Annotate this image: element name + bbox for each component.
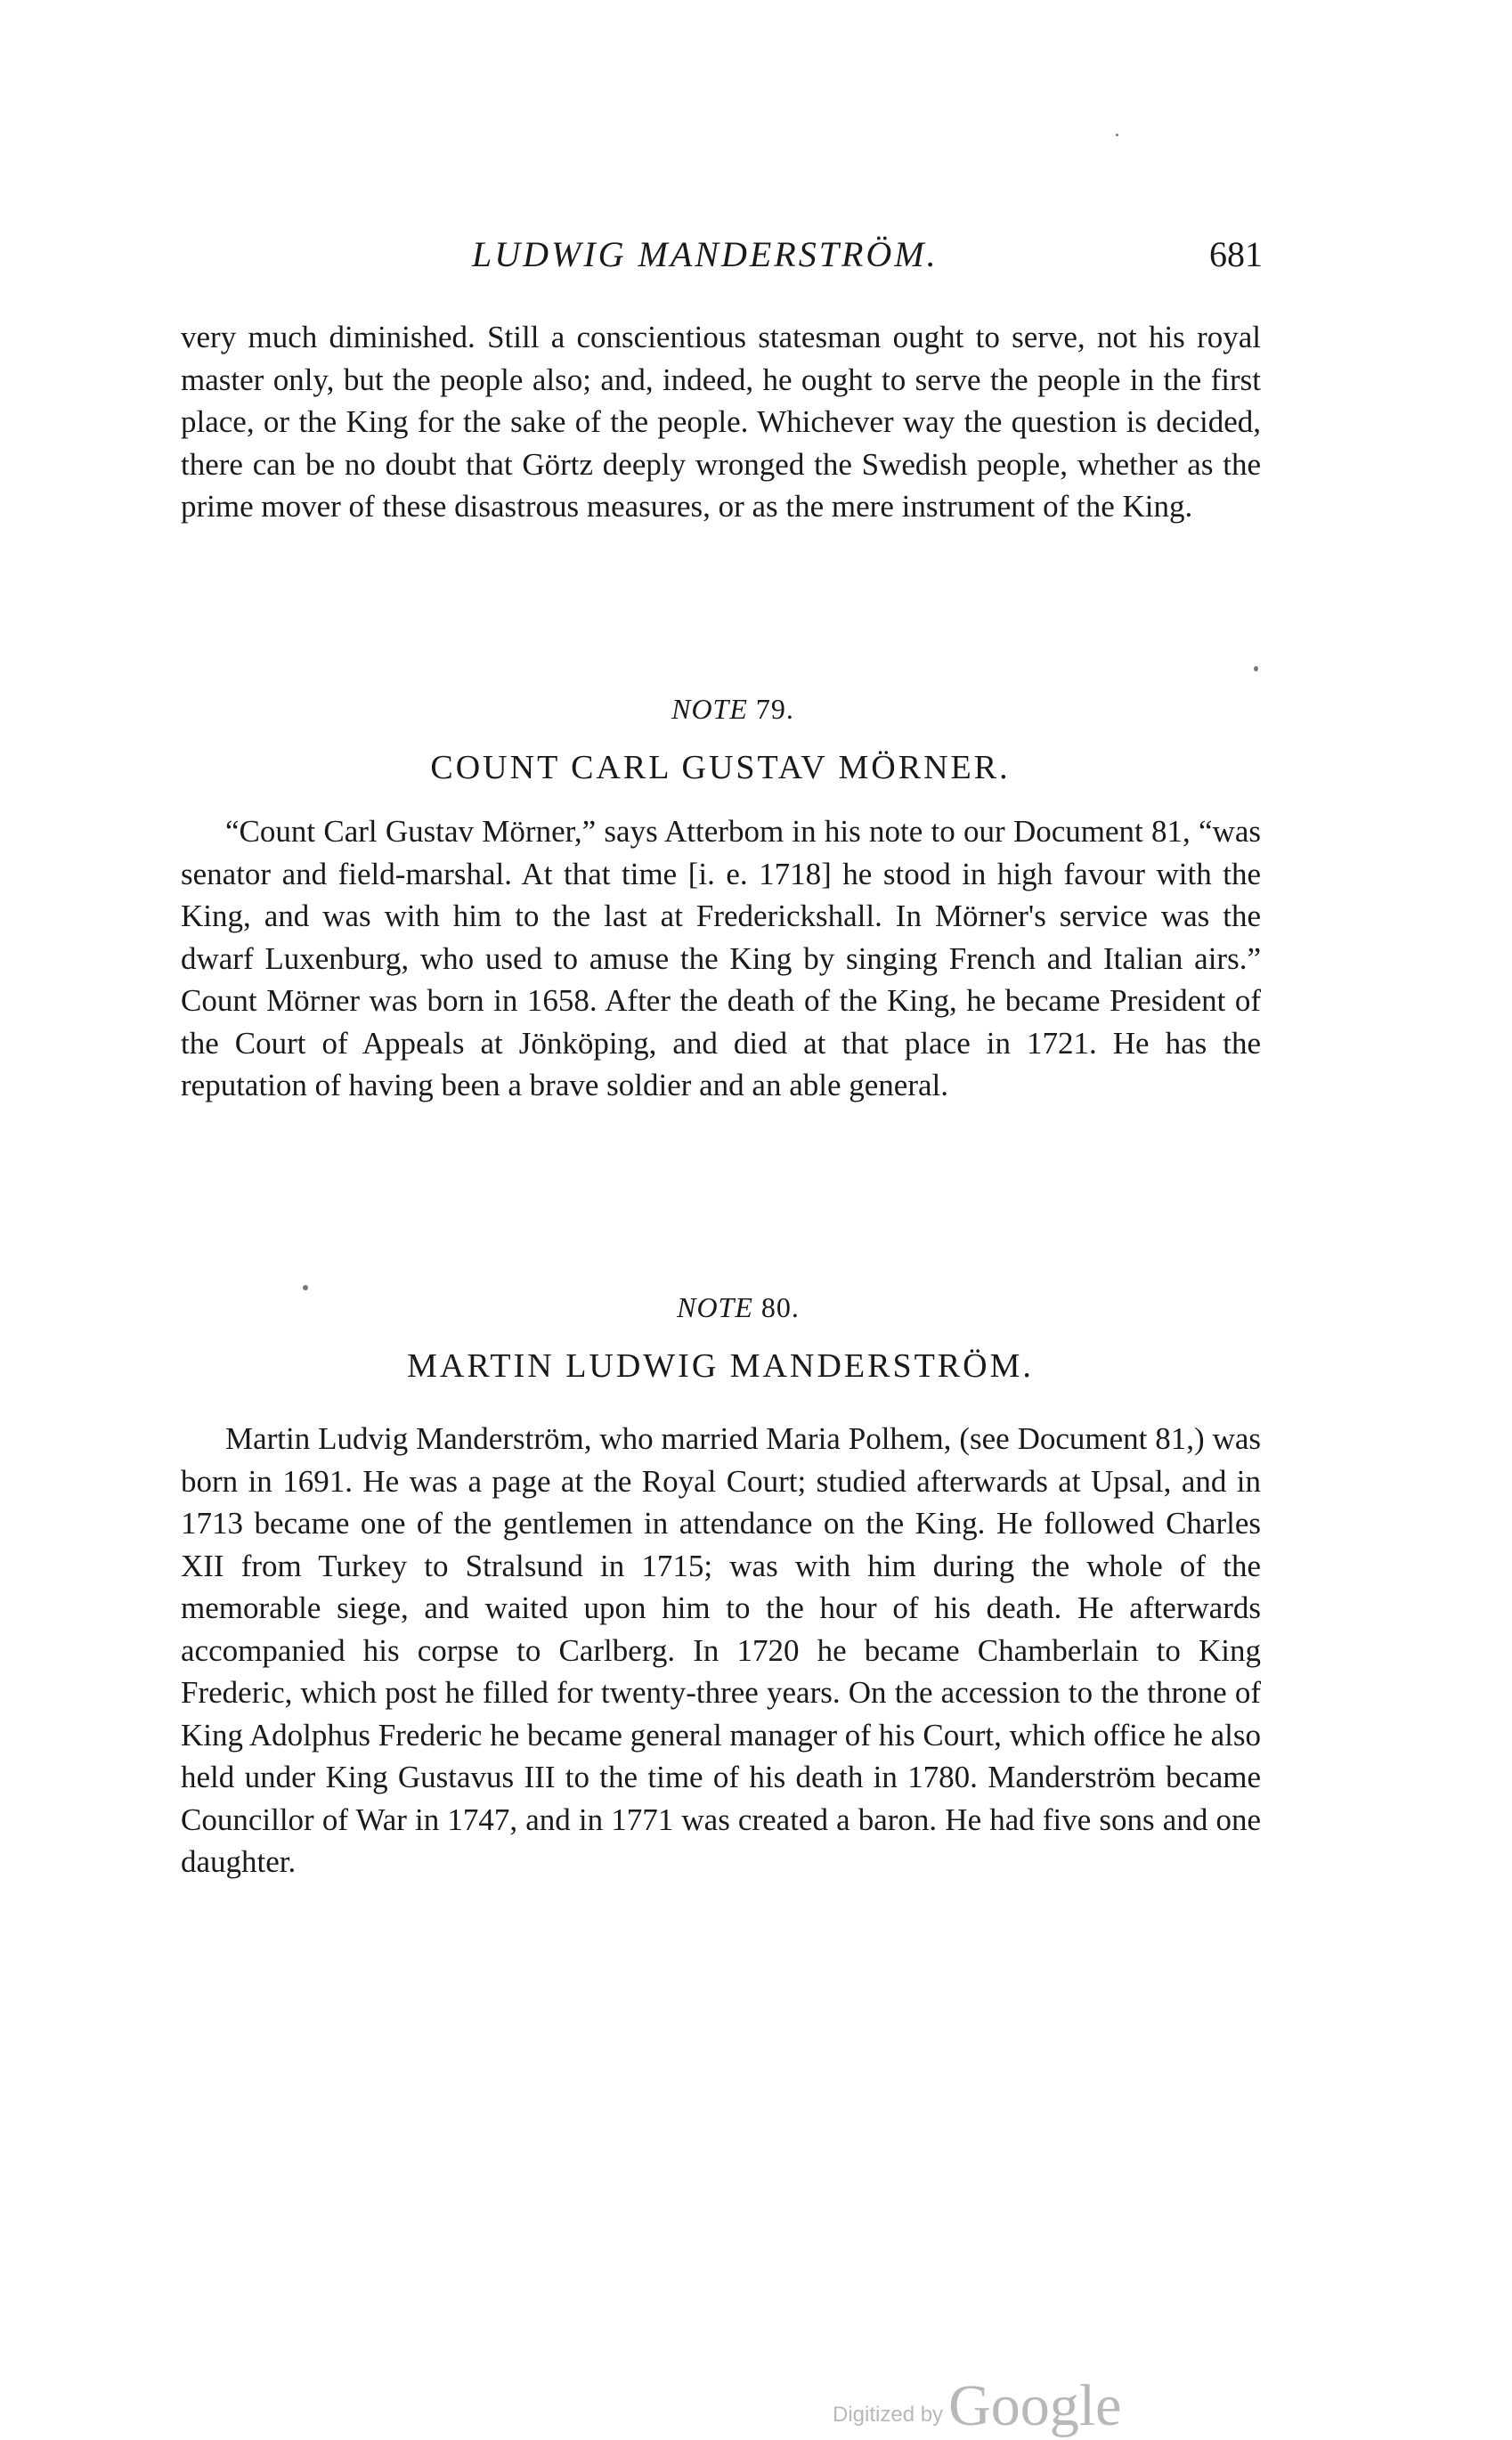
ink-speck: [1116, 134, 1118, 136]
ink-speck: [303, 1285, 308, 1290]
digitized-watermark: [833, 2369, 1121, 2440]
continuation-paragraph-block: [181, 316, 1261, 528]
digitized-prefix: Digitized by: [833, 2403, 944, 2427]
note-79-heading: COUNT CARL GUSTAV MÖRNER.: [430, 749, 1011, 786]
note-79-label-number: 79.: [755, 693, 794, 725]
note-80-heading: MARTIN LUDWIG MANDERSTRÖM.: [407, 1347, 1034, 1385]
note-80-label-number: 80.: [760, 1291, 800, 1323]
continuation-paragraph: very much diminished. Still a conscientious statesman ought to serve, not his royal master only, but the people also; and, indeed, he ought to serve the people in the first place, or the King for the sake of the people. Whichever way the question is decided, there can be no doubt that Görtz deeply wronged the Swedish people, whether as the prime mover of these disastrous measures, or as the mere instrument of the King.: [181, 320, 1261, 524]
note-80-paragraph: Martin Ludvig Manderström, who married Maria Polhem, (see Document 81,) was born in 1691. He was a page at the Royal Court; studied afterwards at Upsal, and in 1713 became one of the gentlemen in attendance on the King. He followed Charles XII from Turkey to Stralsund in 1715; was with him during the whole of the memorable siege, and waited upon him to the hour of his death. He afterwards accompanied his corpse to Carlberg. In 1720 he became Chamberlain to King Frederic, which post he filled for twenty-three years. On the accession to the throne of King Adolphus Frederic he became general manager of his Court, which office he also held under King Gustavus III to the time of his death in 1780. Manderström became Councillor of War in 1747, and in 1771 was created a baron. He had five sons and one daughter.: [181, 1421, 1261, 1879]
note-79-paragraph: “Count Carl Gustav Mörner,” says Atterbom in his note to our Document 81, “was senator and field-marshal. At that time [i. e. 1718] he stood in high favour with the King, and was with him to the last at Frederickshall. In Mörner's service was the dwarf Luxenburg, who used to amuse the King by singing French and Italian airs.” Count Mörner was born in 1658. After the death of the King, he became President of the Court of Appeals at Jönköping, and died at that place in 1721. He has the reputation of having been a brave soldier and an able general.: [181, 814, 1261, 1102]
note-79-label-word: NOTE: [671, 693, 748, 725]
note-80-label: [0, 1291, 1494, 1324]
note-79-label: [0, 693, 1489, 726]
google-logo: Google: [948, 2373, 1122, 2438]
page-number: 681: [1209, 234, 1263, 274]
note-79-body: [181, 810, 1261, 1107]
running-title: LUDWIG MANDERSTRÖM.: [472, 234, 939, 274]
note-80-body: [181, 1418, 1261, 1883]
ink-speck: [1254, 666, 1258, 671]
running-head: [178, 233, 1263, 278]
note-80-label-word: NOTE: [677, 1291, 753, 1323]
